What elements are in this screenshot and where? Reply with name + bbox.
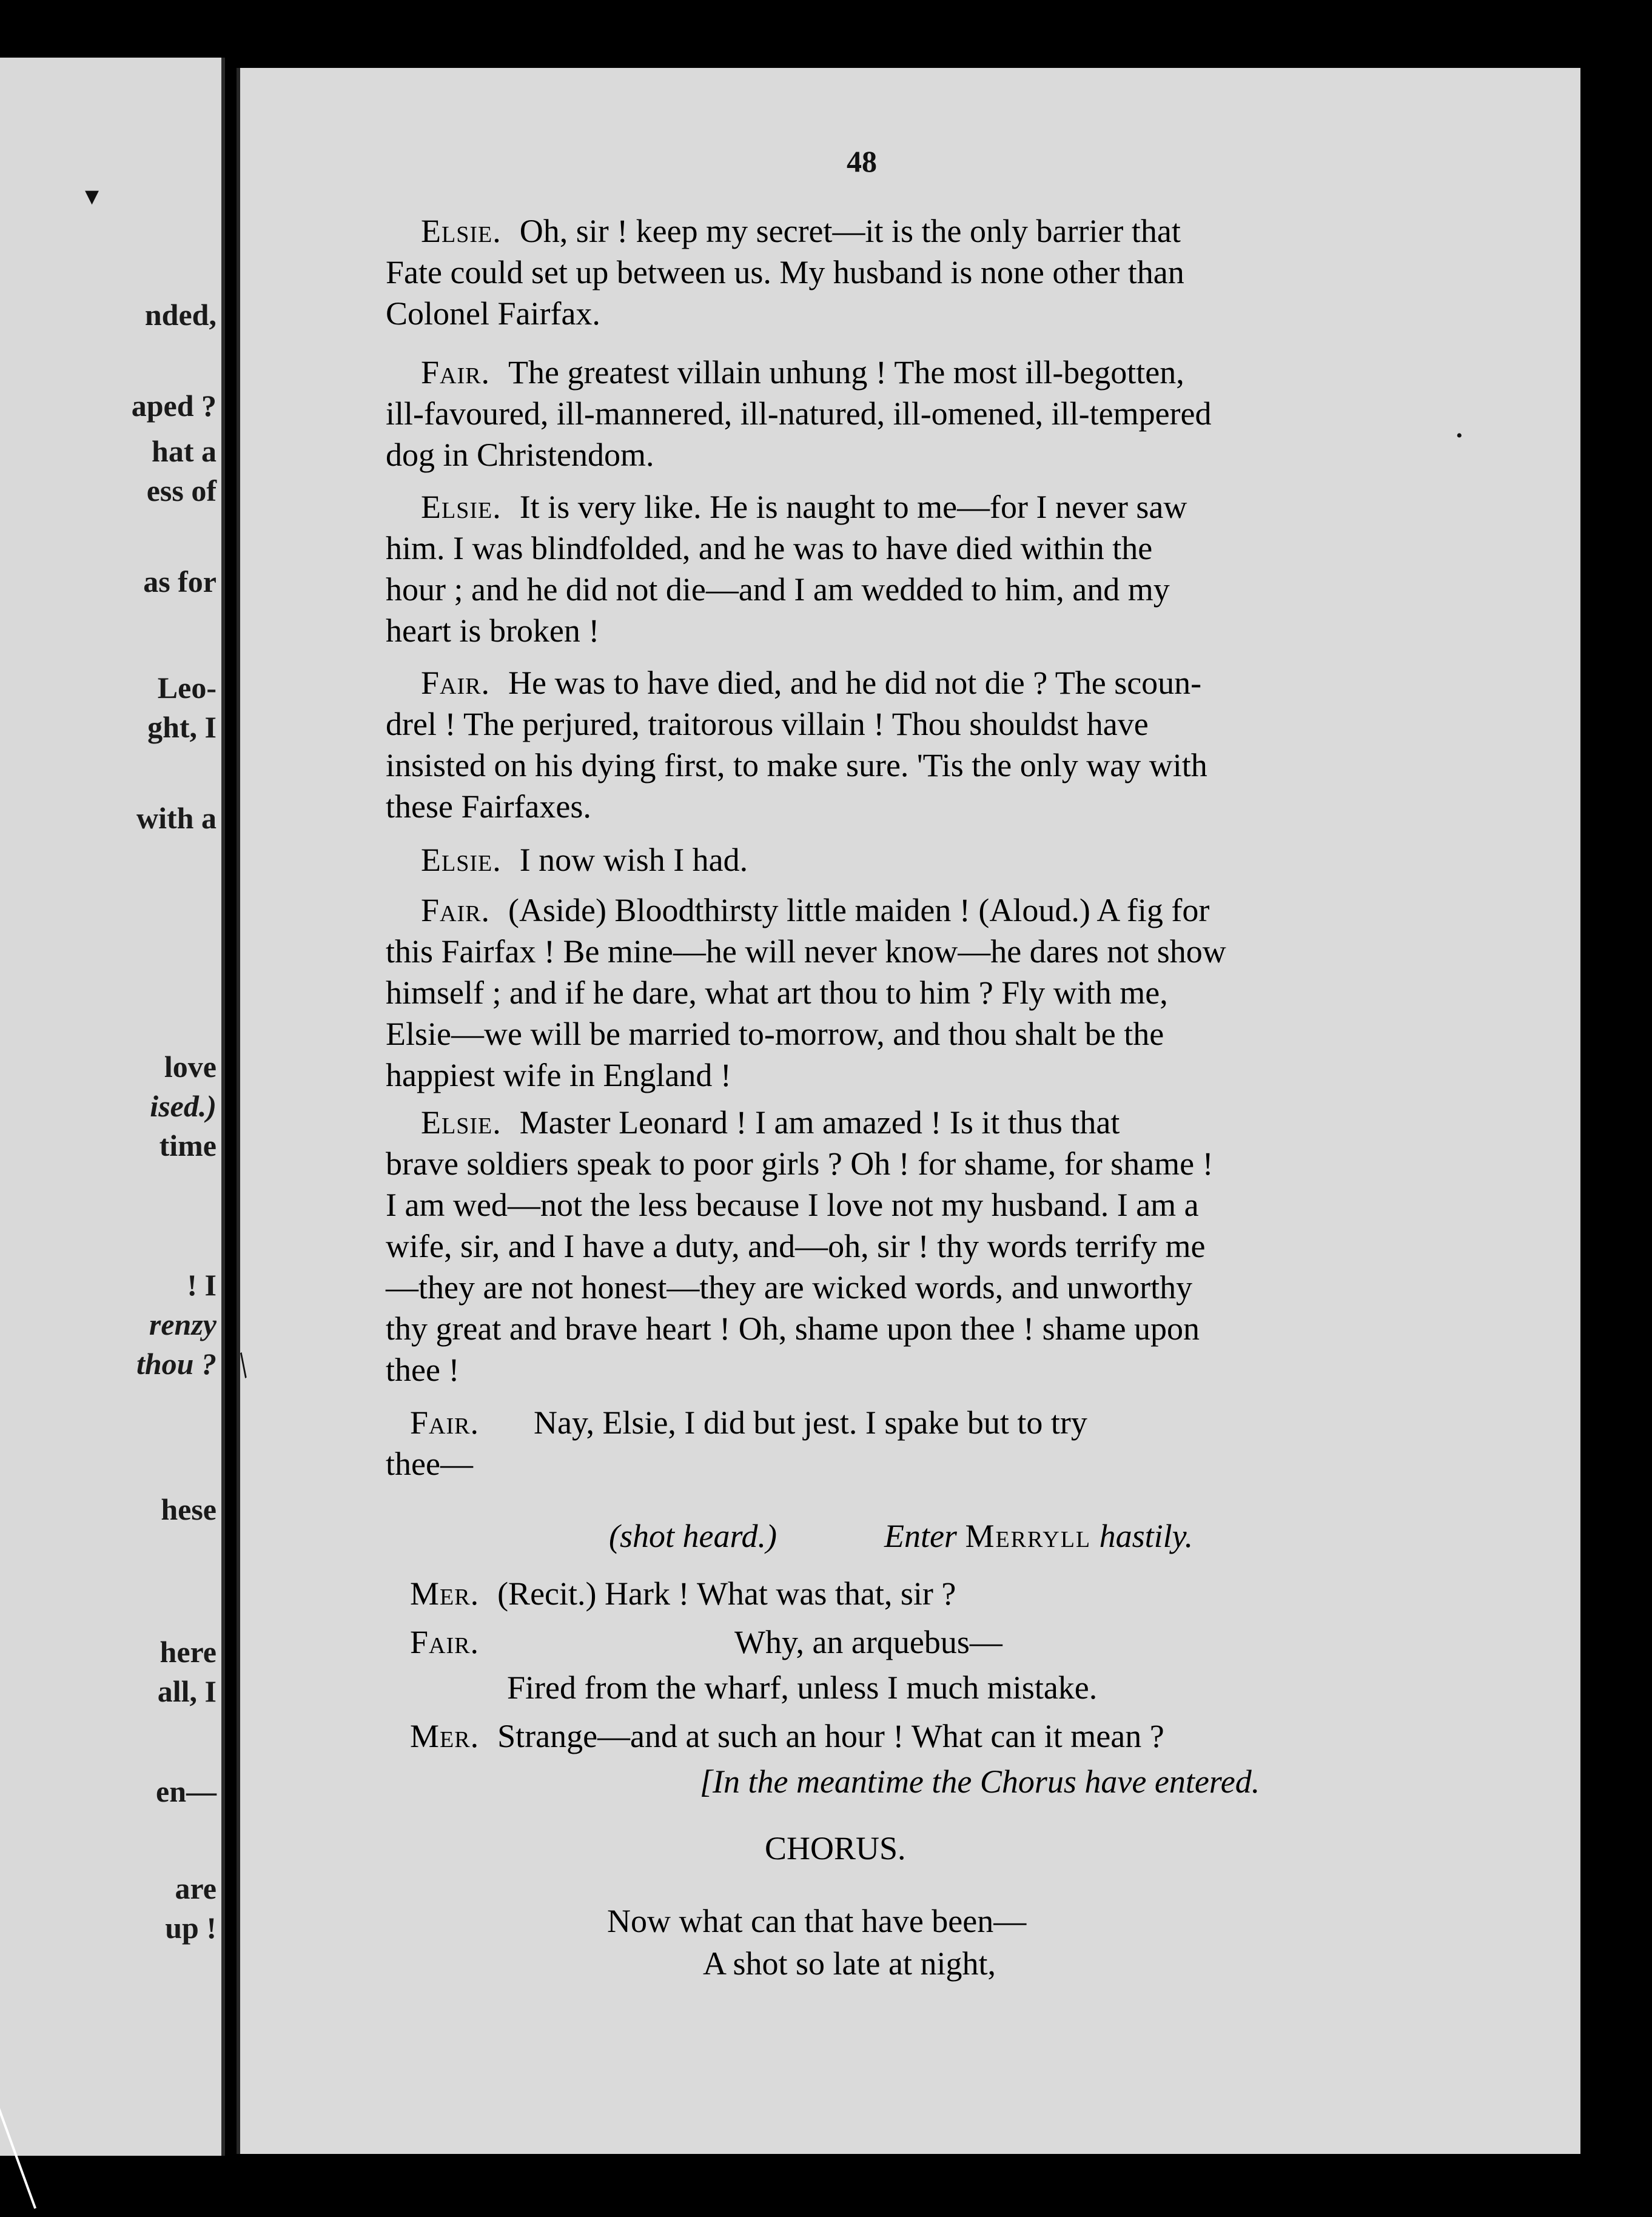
- page-number: 48: [847, 144, 877, 178]
- left-fragment: are: [175, 1871, 217, 1905]
- speech-line: him. I was blindfolded, and he was to have died within the: [386, 530, 1153, 566]
- recit-text: Fired from the wharf, unless I much mistake.: [507, 1669, 1098, 1706]
- speech-line: —they are not honest—they are wicked words, and unworthy: [386, 1269, 1193, 1306]
- speech-elsie: [386, 1102, 1350, 1390]
- left-facing-page: [0, 58, 225, 2156]
- speech-line: Fate could set up between us. My husband is none other than: [386, 254, 1184, 290]
- stage-direction: [609, 1517, 1193, 1555]
- speech-line: thee !: [386, 1352, 460, 1388]
- speech-line: I now wish I had.: [519, 842, 748, 878]
- recit-text: Why, an arquebus—: [734, 1624, 1002, 1660]
- speech-fair: [386, 1402, 1350, 1484]
- speech-line: hour ; and he did not die—and I am wedded to him, and my: [386, 571, 1170, 608]
- speech-line: The greatest villain unhung ! The most ill-begotten,: [508, 354, 1184, 391]
- speech-elsie: [386, 839, 1350, 880]
- speech-elsie: [386, 210, 1350, 334]
- stage-enter: Enter: [884, 1518, 957, 1554]
- left-fragment: thou ?: [136, 1347, 217, 1381]
- left-fragment: all, I: [157, 1674, 217, 1708]
- speech-line: Oh, sir ! keep my secret—it is the only barrier that: [519, 213, 1181, 249]
- left-fragment: aped ?: [131, 389, 217, 423]
- left-fragment: renzy: [149, 1307, 217, 1341]
- chorus-line: Now what can that have been—: [607, 1903, 1027, 1939]
- recit-text: (Recit.) Hark ! What was that, sir ?: [497, 1575, 956, 1612]
- left-fragment: nded,: [144, 298, 217, 332]
- speech-line: Nay, Elsie, I did but jest. I spake but to try: [533, 1404, 1087, 1441]
- stage-manner: hastily.: [1099, 1518, 1194, 1554]
- speech-line: Colonel Fairfax.: [386, 295, 600, 332]
- speech-line: thy great and brave heart ! Oh, shame upon thee ! shame upon: [386, 1310, 1200, 1347]
- speaker-label: Fair.: [421, 892, 490, 928]
- speaker-label: Fair.: [421, 665, 490, 701]
- speech-line: I am wed—not the less because I love not my husband. I am a: [386, 1187, 1199, 1223]
- ink-mark: •: [1456, 426, 1463, 446]
- speech-fair: [386, 352, 1350, 475]
- left-fragment: ess of: [146, 474, 217, 508]
- speaker-label: Elsie.: [421, 213, 502, 249]
- speaker-label: Fair.: [410, 1624, 479, 1660]
- speech-line: ill-favoured, ill-mannered, ill-natured, ill-omened, ill-tempered: [386, 395, 1212, 432]
- recit-line: [410, 1717, 1164, 1755]
- speaker-label: Mer.: [410, 1575, 480, 1612]
- page-mark: ▾: [85, 180, 99, 211]
- speech-line: He was to have died, and he did not die ? The scoun-: [508, 665, 1202, 701]
- speech-fair: [386, 662, 1350, 827]
- recit-text: Strange—and at such an hour ! What can it mean ?: [497, 1718, 1164, 1754]
- chorus-line: A shot so late at night,: [703, 1945, 996, 1982]
- left-fragment: hese: [161, 1492, 217, 1526]
- speaker-label: Elsie.: [421, 489, 502, 525]
- recit-line: [410, 1575, 956, 1612]
- left-fragment: time: [159, 1129, 217, 1162]
- speaker-label: Fair.: [410, 1404, 479, 1441]
- speech-line: thee—: [386, 1446, 473, 1482]
- left-fragment: ght, I: [147, 710, 217, 744]
- speech-fair: [386, 890, 1350, 1096]
- speech-line: Elsie—we will be married to-morrow, and thou shalt be the: [386, 1016, 1164, 1052]
- left-fragment: ! I: [187, 1268, 217, 1302]
- stage-direction: [In the meantime the Chorus have entered.: [700, 1763, 1260, 1800]
- speech-elsie: [386, 486, 1350, 651]
- speech-line: dog in Christendom.: [386, 437, 654, 473]
- speech-line: heart is broken !: [386, 612, 600, 649]
- left-fragment: as for: [143, 565, 217, 599]
- speaker-label: Fair.: [421, 354, 490, 391]
- left-fragment: en—: [156, 1774, 217, 1808]
- left-fragment: with a: [136, 801, 217, 835]
- speaker-label: Elsie.: [421, 842, 502, 878]
- speech-line: drel ! The perjured, traitorous villain ! Thou shouldst have: [386, 706, 1149, 742]
- speech-line: happiest wife in England !: [386, 1057, 731, 1093]
- recit-line: [410, 1623, 497, 1661]
- chorus-heading: CHORUS.: [765, 1830, 906, 1867]
- speech-line: (Aside) Bloodthirsty little maiden ! (Aloud.) A fig for: [508, 892, 1210, 928]
- stage-shot: (shot heard.): [609, 1518, 777, 1554]
- speech-line: brave soldiers speak to poor girls ? Oh ! for shame, for shame !: [386, 1145, 1214, 1182]
- left-fragment: ised.): [150, 1089, 217, 1123]
- speaker-label: Elsie.: [421, 1104, 502, 1141]
- left-fragment: up !: [165, 1911, 217, 1945]
- left-fragment: hat a: [152, 434, 217, 468]
- speech-line: himself ; and if he dare, what art thou to him ? Fly with me,: [386, 974, 1168, 1011]
- speech-line: insisted on his dying first, to make sure. 'Tis the only way with: [386, 747, 1207, 783]
- left-fragment: love: [164, 1050, 217, 1084]
- book-page: [229, 68, 1580, 2154]
- speech-line: these Fairfaxes.: [386, 788, 591, 825]
- speaker-label: Mer.: [410, 1718, 480, 1754]
- ink-mark: /: [229, 1345, 258, 1385]
- speech-line: this Fairfax ! Be mine—he will never know—he dares not show: [386, 933, 1226, 970]
- speech-line: It is very like. He is naught to me—for I never saw: [519, 489, 1187, 525]
- speech-line: Master Leonard ! I am amazed ! Is it thus that: [519, 1104, 1120, 1141]
- speech-line: wife, sir, and I have a duty, and—oh, sir ! thy words terrify me: [386, 1228, 1206, 1264]
- left-fragment: Leo-: [157, 671, 217, 705]
- stage-name: Merryll: [965, 1518, 1092, 1554]
- left-fragment: here: [159, 1635, 217, 1669]
